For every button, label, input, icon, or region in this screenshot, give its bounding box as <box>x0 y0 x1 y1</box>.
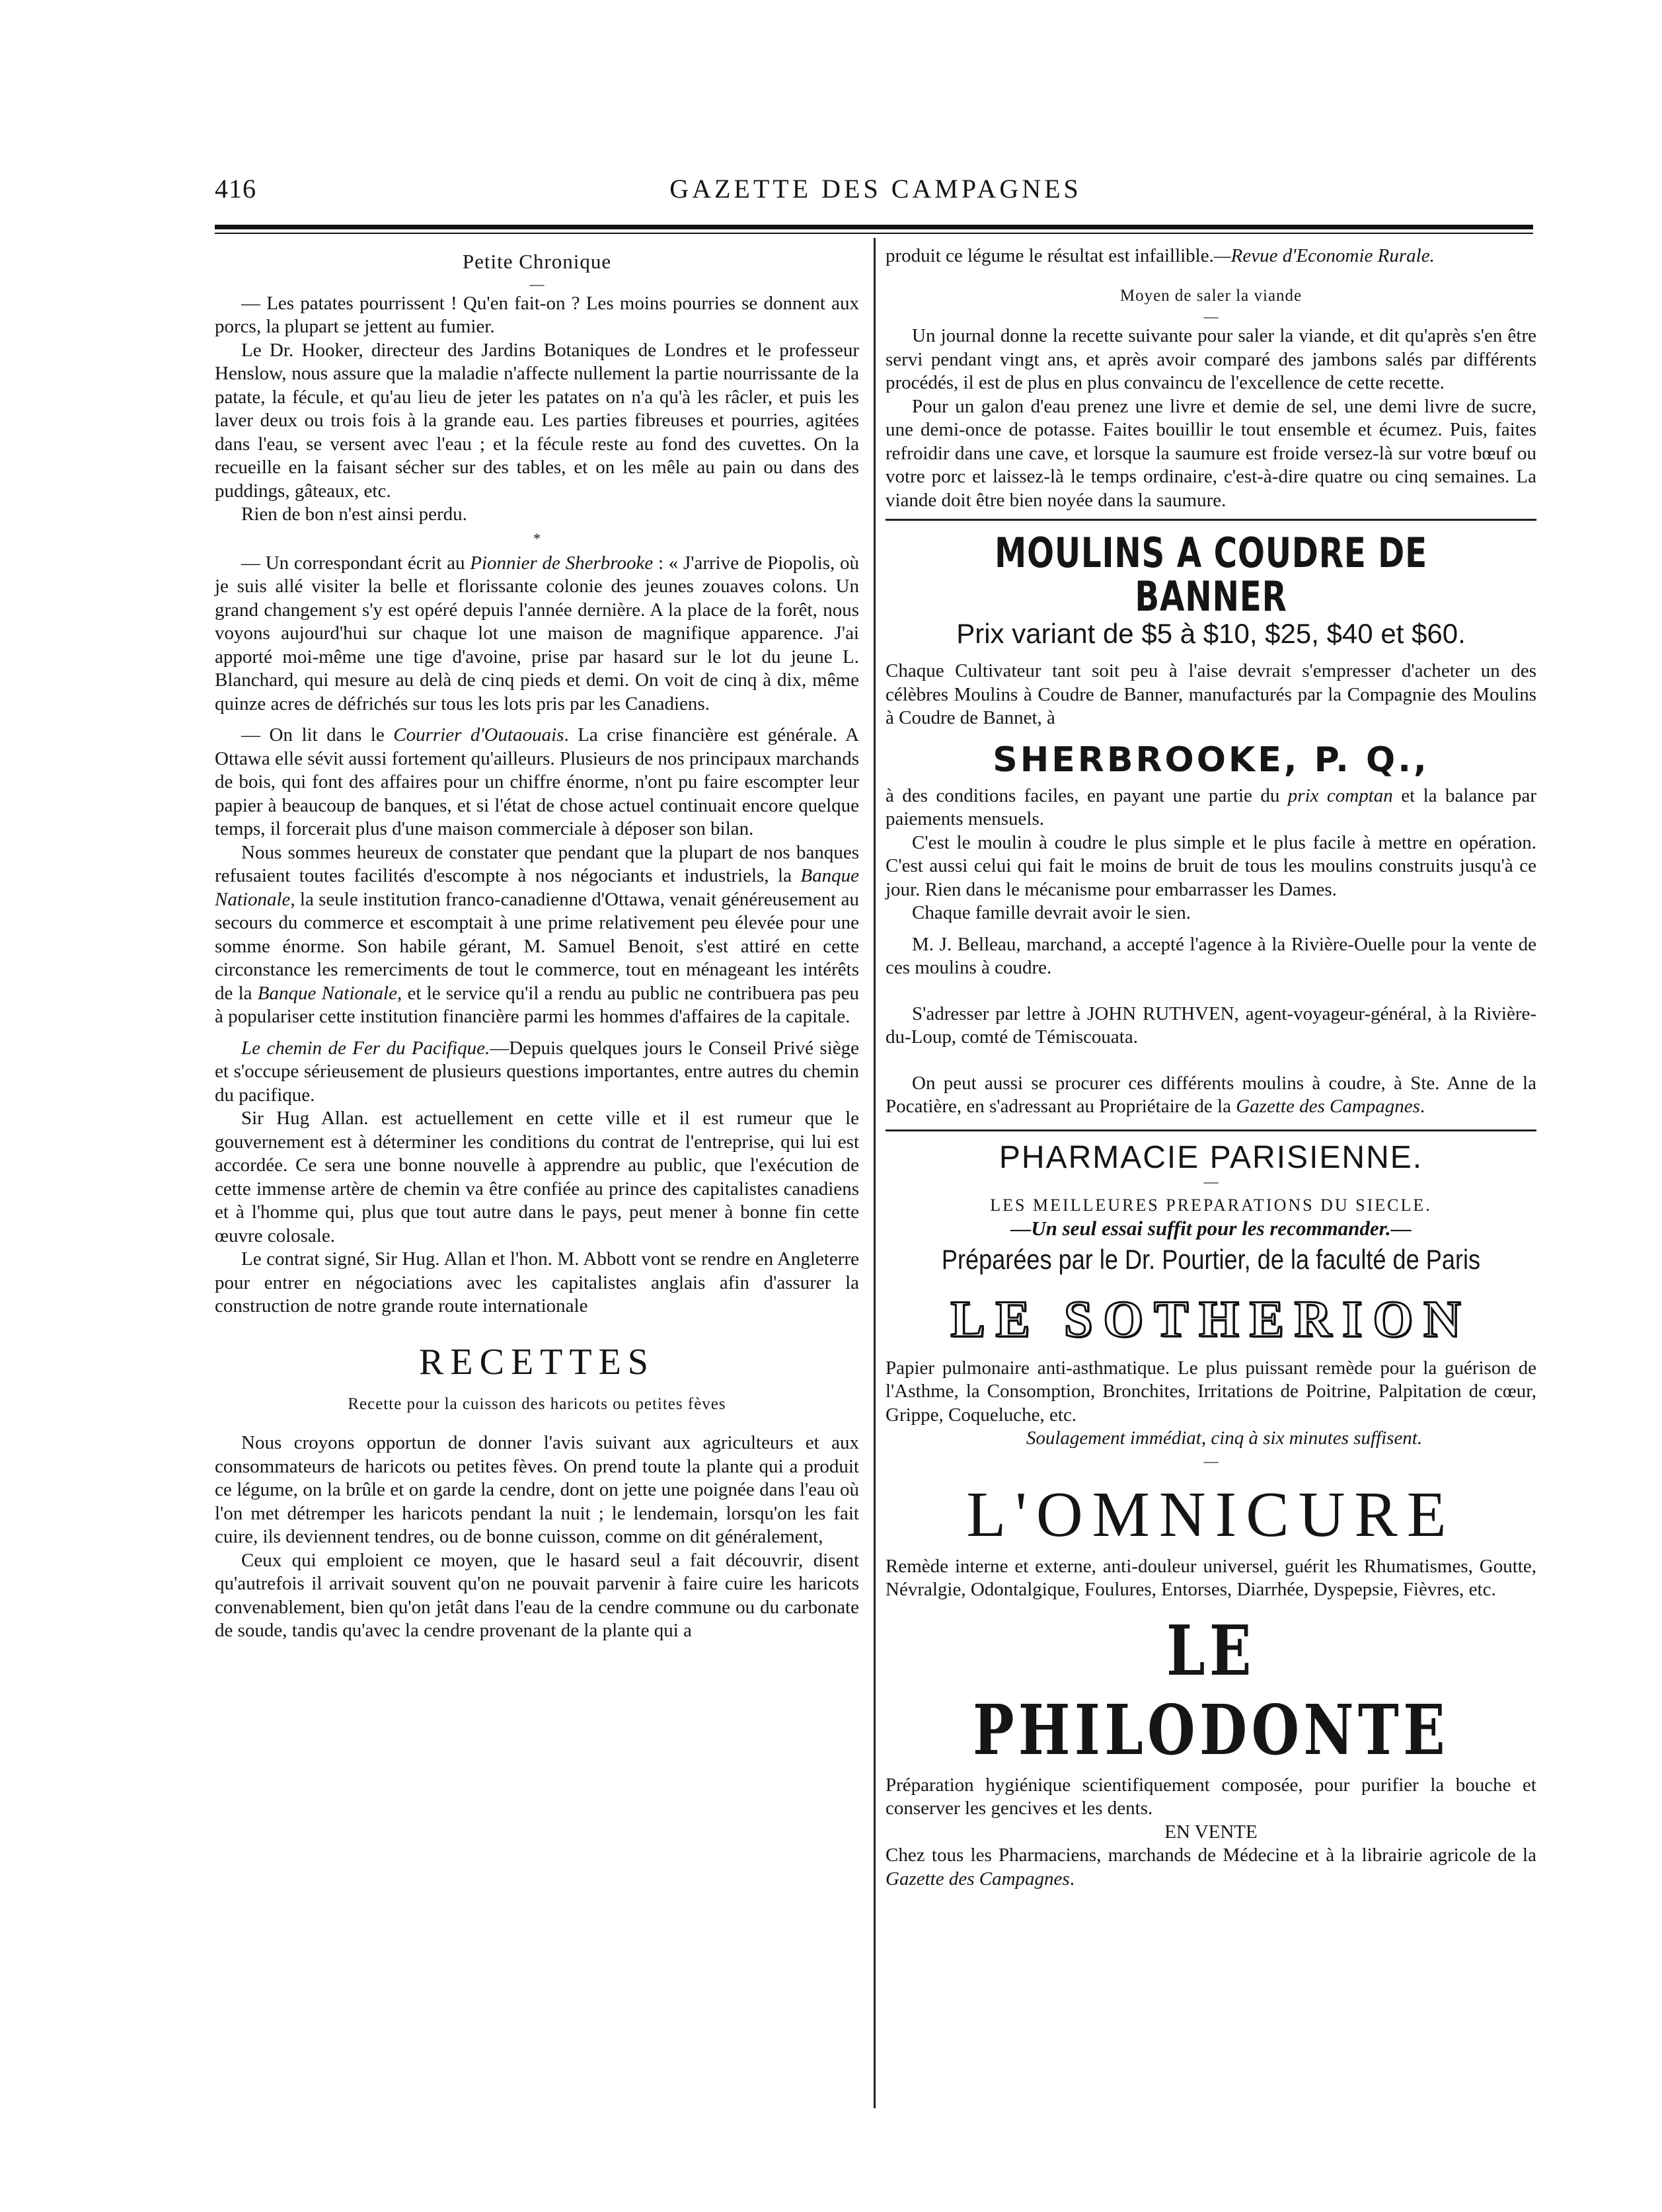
philodonte-heading: LE PHILODONTE <box>972 1609 1450 1771</box>
newspaper-source: Gazette des Campagnes <box>1236 1096 1420 1117</box>
page-number: 416 <box>215 174 256 204</box>
header-rule <box>215 225 1533 229</box>
newspaper-source: Gazette des Campagnes <box>886 1868 1070 1889</box>
text-run: , la seule institution franco-canadienne d'Ottawa, venait généreusement au secours du commerce et escomptait à une prime relativement peu élevée pour une somme énorme. Son habile gérant, M. Samuel Benoit, s'est attiré en cette circonstance les remerciments de tout le commerce, tout en ménageant les intérêts de la <box>215 888 859 1004</box>
pharmacie-subtitle: LES MEILLEURES PREPARATIONS DU SIECLE. <box>990 1195 1432 1215</box>
moulins-paragraph: S'adresser par lettre à JOHN RUTHVEN, agent-voyageur-général, à la Rivière-du-Loup, comté de Témiscouata. <box>886 1003 1536 1048</box>
separator-dash: — <box>529 275 545 292</box>
journal-title: GAZETTE DES CAMPAGNES <box>669 174 1082 204</box>
text-run: . <box>1069 1868 1075 1889</box>
viande-paragraph: Un journal donne la recette suivante pour saler la viande, et dit qu'après s'en être servi pendant vingt ans, et après avoir comparé des jambons salés par différents procédés, il est de plus en plus convaincu de l'excellence de cette recette. <box>886 325 1536 393</box>
bank-name: Banque Nationale <box>257 982 397 1004</box>
omnicure-description: Remède interne et externe, anti-douleur universel, guérit les Rhumatismes, Goutte, Névralgie, Odontalgique, Foulures, Entorses, Diarrhée, Dyspepsie, Fièvres, etc. <box>886 1555 1536 1600</box>
separator-dash: * <box>533 529 541 547</box>
header-rule-thin <box>215 233 1533 234</box>
text-run: et la balance par paiements mensuels. <box>886 784 1536 829</box>
viande-title: Moyen de saler la viande <box>1119 286 1303 305</box>
pharmacie-heading: PHARMACIE PARISIENNE. <box>999 1139 1423 1175</box>
omnicure-heading: L'OMNICURE <box>966 1478 1456 1550</box>
moulins-paragraph: C'est le moulin à coudre le plus simple et le plus facile à mettre en opération. C'est aussi celui qui fait le moins de bruit de tous les moulins construits jusqu'à ce jour. Rien dans le mécanisme pour embarrasser les Dames. <box>886 831 1536 900</box>
text-run: . <box>1419 1096 1425 1117</box>
separator-dash: — <box>1203 308 1219 324</box>
italic-phrase: prix comptan <box>1287 784 1393 806</box>
text-run: : « J'arrive de Piopolis, où je suis allé visiter la belle et florissante colonie des jeunes zouaves colons. Un grand changement s'y est opéré depuis l'année dernière. A la place de la forêt, nous voyons aujourd'hui sur chaque lot une maison de magnifique apparence. J'ai apporté moi-même une tige d'avoine, prise par hasard sur le lot du jeune L. Blanchard, qui mesure au delà de cinq pieds et demi. On voit de cinq à dix, même quinze acres de défrichés sur tous les lots pris par les Canadiens. <box>215 552 860 714</box>
pharmacie-slogan: —Un seul essai suffit pour les recommander.— <box>1010 1217 1412 1240</box>
separator-dash: — <box>1203 1452 1219 1469</box>
section-rule <box>886 1129 1536 1131</box>
sotherion-tagline: Soulagement immédiat, cinq à six minutes suffisent. <box>1026 1428 1423 1449</box>
sotherion-description: Papier pulmonaire anti-asthmatique. Le plus puissant remède pour la guérison de l'Asthme, la Consomption, Bronchites, Irritations de Poitrine, Palpitation de cœur, Grippe, Coqueluche, etc. <box>886 1357 1536 1426</box>
en-vente-label: EN VENTE <box>1164 1821 1258 1843</box>
text-run: — On lit dans le <box>241 724 394 745</box>
page-header <box>215 173 1536 219</box>
text-run: . La crise financière est générale. A Ottawa elle sévit aussi fortement qu'ailleurs. Plusieurs de nos principaux marchands de bois, qui font des affaires pour un chiffre énorme, n'ont pu faire escompter leur papier à beaucoup de banques, et si l'état de chose actuel continuait encore quelque temps, il forcerait plus d'une maison commerciale à déposer son bilan. <box>215 724 859 839</box>
chronique-paragraph: Rien de bon n'est ainsi perdu. <box>241 504 467 525</box>
moulins-paragraph: M. J. Belleau, marchand, a accepté l'agence à la Rivière-Ouelle pour la vente de ces moulins à coudre. <box>886 933 1536 978</box>
chronique-title: Petite Chronique <box>462 250 612 273</box>
moulins-city: SHERBROOKE, P. Q., <box>993 740 1429 780</box>
text-run: — Un correspondant écrit au <box>241 552 471 574</box>
text-run: , et le service qu'il a rendu au public ne contribuera pas peu à populariser cette institution financière parmi les hommes d'affaires de la capitale. <box>215 982 859 1027</box>
chronique-paragraph <box>215 552 859 716</box>
en-vente-text <box>886 1844 1536 1891</box>
text-run: à des conditions faciles, en payant une partie du <box>886 784 1288 806</box>
chronique-paragraph <box>215 841 859 1029</box>
newspaper-source: Courrier d'Outaouais <box>393 724 564 745</box>
recettes-subtitle: Recette pour la cuisson des haricots ou petites fèves <box>348 1394 726 1413</box>
recettes-paragraph: Nous croyons opportun de donner l'avis suivant aux agriculteurs et aux consommateurs de haricots ou petites fèves. On prend toute la plante qui a produit ce légume, on la brûle et on garde la cendre, dont on jette une poignée dans l'eau où l'on met détremper les haricots pendant la nuit ; le lendemain, lorsqu'on les fait cuire, ils deviennent tendres, ou de bonne cuisson, comme on dit généralement, <box>215 1432 859 1547</box>
chronique-paragraph: Le Dr. Hooker, directeur des Jardins Botaniques de Londres et le professeur Henslow, nous assure que la maladie n'affecte nullement la partie nourrissante de la patate, la fécule, et qu'au lieu de jeter les patates on n'a qu'à les râcler, et puis les laver deux ou trois fois à la grande eau. Les parties fibreuses et pourries, agitées dans l'eau, se versent avec l'eau ; et la fécule reste au fond des cuvettes. On la recueille en la faisant sécher sur des tables, et on les mêle au pain ou dans des puddings, gâteaux, etc. <box>215 339 859 502</box>
right-column <box>886 245 1536 1891</box>
recettes-title: RECETTES <box>419 1341 655 1383</box>
moulins-paragraph <box>886 1072 1536 1119</box>
pharmacie-author: Préparées par le Dr. Pourtier, de la faculté de Paris <box>941 1243 1481 1275</box>
moulins-paragraph: Chaque Cultivateur tant soit peu à l'aise devrait s'empresser d'acheter un des célèbres Moulins à Coudre de Banner, manufacturés par la Compagnie des Moulins à Coudre de Bannet, à <box>886 660 1536 728</box>
text-run: Chez tous les Pharmaciens, marchands de Médecine et à la librairie agricole de la <box>886 1845 1536 1866</box>
chronique-paragraph: Sir Hug Allan. est actuellement en cette ville et il est rumeur que le gouvernement est à déterminer les conditions du contrat de l'entreprise, qui lui est accordée. Ce sera une bonne nouvelle à apprendre au public, que l'exécution de cette immense artère de chemin va être confiée au prince des capitalistes canadiens et à l'homme qui, plus que tout autre dans le pays, peut mener à bonne fin cette œuvre colosale. <box>215 1108 859 1246</box>
recettes-paragraph: Ceux qui emploient ce moyen, que le hasard seul a fait découvrir, disent qu'autrefois il arrivait souvent qu'on ne pouvait parvenir à faire cuire les haricots convenablement, bien qu'on jetât dans l'eau de la cendre commune ou du carbonate de soude, tandis qu'avec la cendre provenant de la plante qui a <box>215 1549 859 1641</box>
newspaper-source: Pionnier de Sherbrooke <box>470 552 654 574</box>
moulins-paragraph <box>886 784 1536 831</box>
continuation-paragraph <box>886 245 1536 268</box>
chronique-paragraph <box>215 724 859 841</box>
moulins-ad-heading: MOULINS A COUDRE DE BANNER <box>995 529 1427 621</box>
text-run: —Depuis quelques jours le Conseil Privé siège et s'occupe sérieusement de plusieurs questions importantes, entre autres du chemin du pacifique. <box>215 1037 859 1106</box>
moulins-price: Prix variant de $5 à $10, $25, $40 et $60. <box>956 618 1466 649</box>
chronique-paragraph: — Les patates pourrissent ! Qu'en fait-on ? Les moins pourries se donnent aux porcs, la plupart se jettent au fumier. <box>215 292 859 337</box>
paragraph-lead: Le chemin de Fer du Pacifique. <box>241 1037 490 1059</box>
philodonte-description: Préparation hygiénique scientifiquement composée, pour purifier la bouche et conserver les gencives et les dents. <box>886 1774 1536 1819</box>
moulins-paragraph: Chaque famille devrait avoir le sien. <box>912 902 1191 923</box>
left-column <box>215 245 859 1643</box>
bank-name: Banque Nationale <box>215 865 859 910</box>
text-run: produit ce légume le résultat est infaillible. <box>886 245 1214 266</box>
viande-paragraph: Pour un galon d'eau prenez une livre et demie de sel, une demi livre de sucre, une demi-once de potasse. Faites bouillir le tout ensemble et écumez. Puis, faites refroidir dans une cave, et lorsque la saumure est froide versez-là sur votre bœuf ou votre porc et laissez-là le temps ordinaire, c'est-à-dire quatre ou cinq semaines. La viande doit être bien noyée dans la saumure. <box>886 395 1536 511</box>
text-run: On peut aussi se procurer ces différents moulins à coudre, à Ste. Anne de la Pocatière, en s'adressant au Propriétaire de la <box>886 1072 1536 1117</box>
section-rule <box>886 519 1536 521</box>
separator-dash: — <box>1203 1172 1219 1190</box>
text-run: Nous sommes heureux de constater que pendant que la plupart de nos banques refusaient toutes facilités d'escompte à nos négociants et industriels, la <box>215 841 859 886</box>
column-divider <box>874 238 876 2108</box>
chronique-paragraph <box>215 1037 859 1108</box>
newspaper-source: —Revue d'Economie Rurale. <box>1213 245 1435 266</box>
chronique-paragraph: Le contrat signé, Sir Hug. Allan et l'hon. M. Abbott vont se rendre en Angleterre pour entrer en négociations avec les capitalistes anglais afin d'assurer la construction de notre grande route internationale <box>215 1248 859 1316</box>
sotherion-heading: LE SOTHERION <box>950 1289 1472 1348</box>
